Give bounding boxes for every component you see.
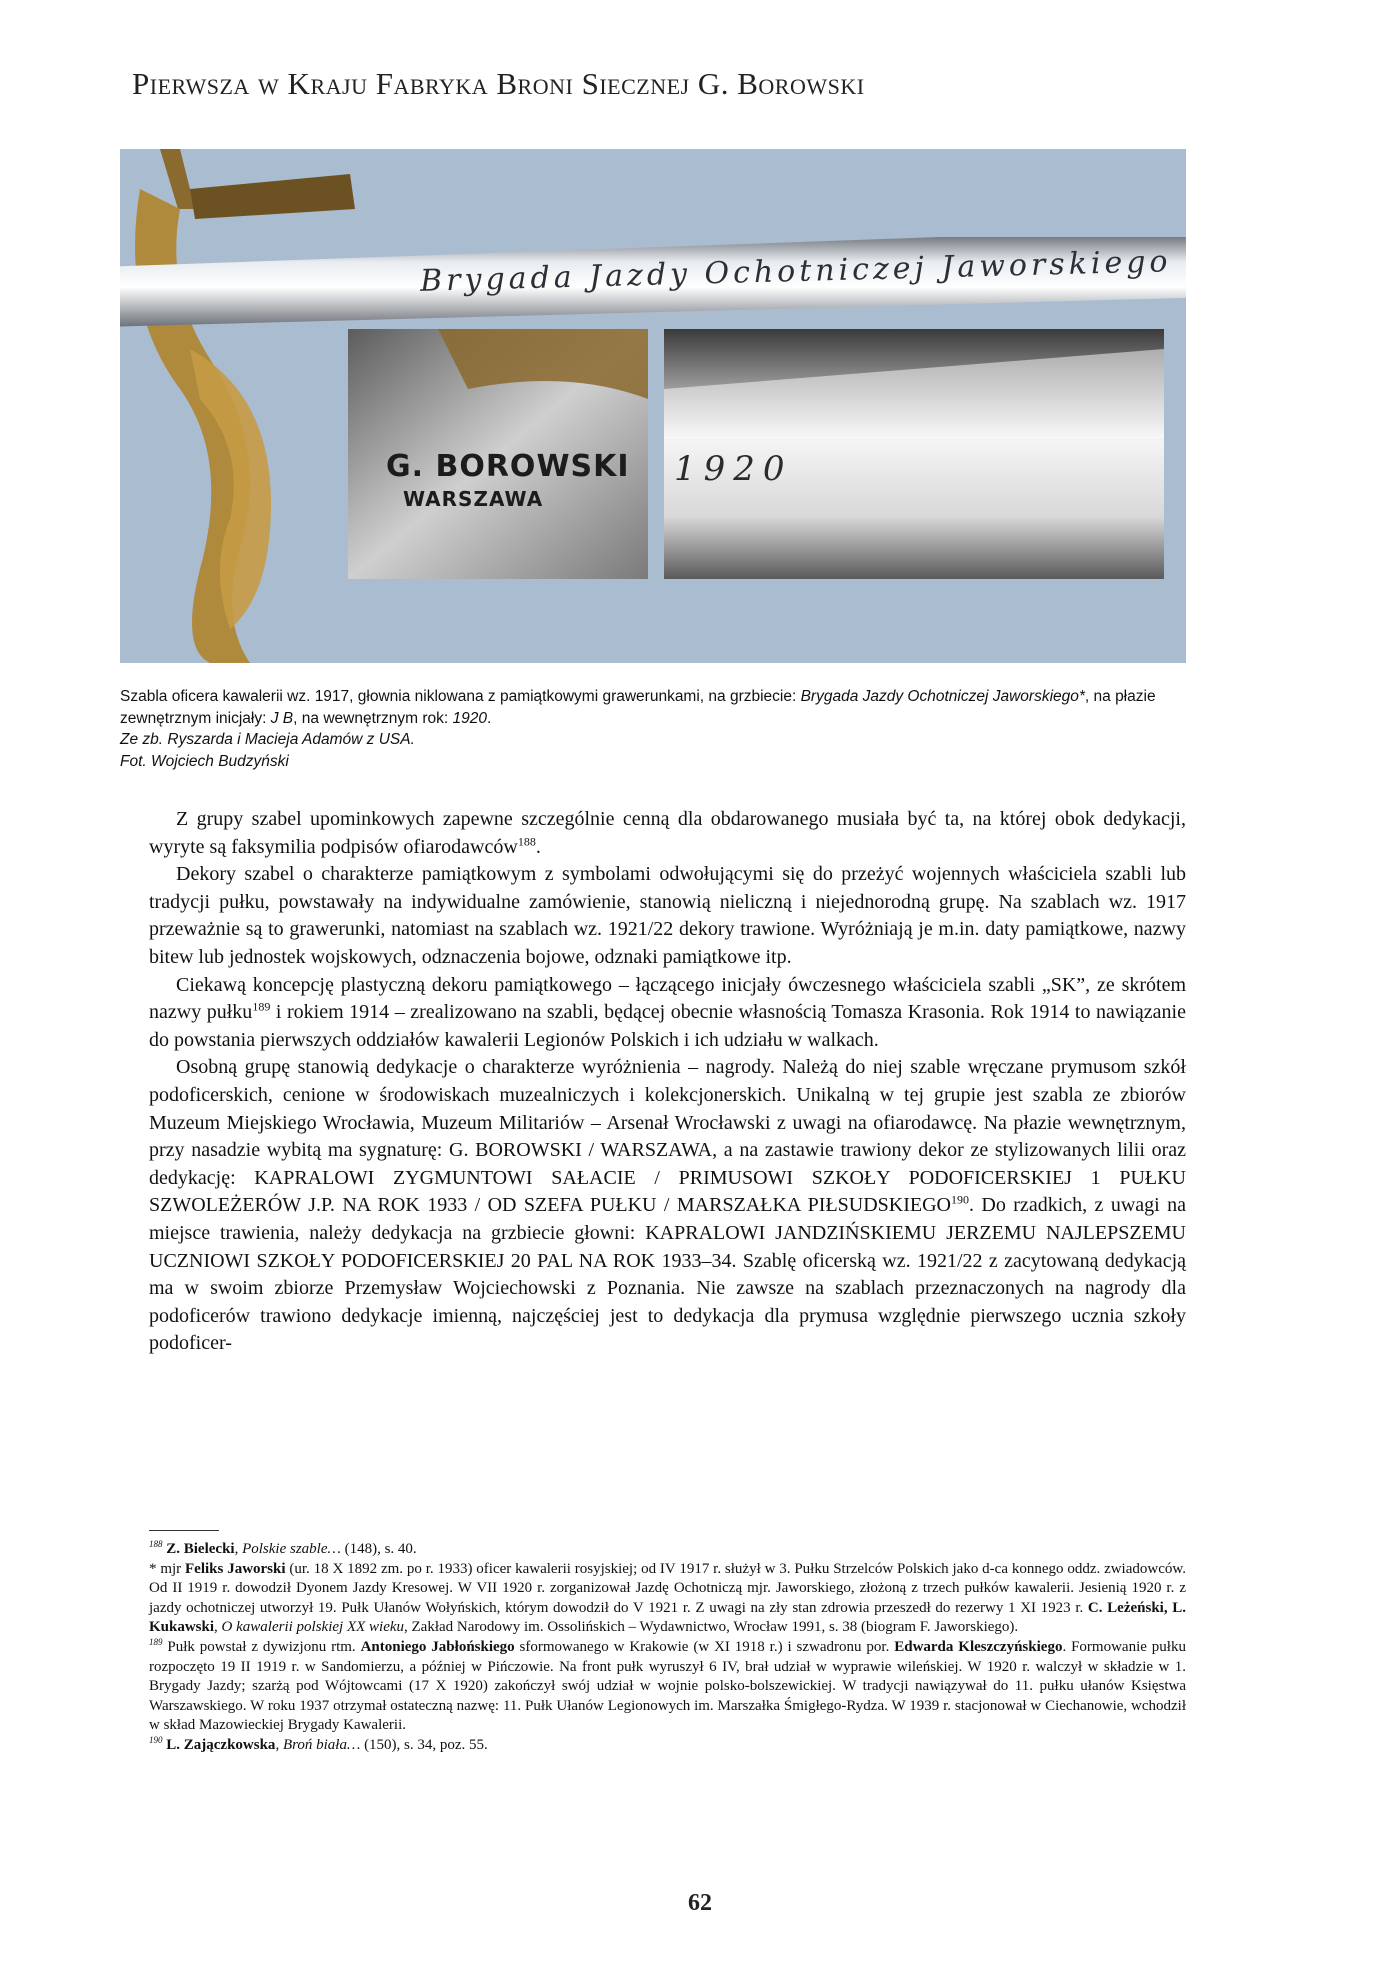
- page-number: 62: [688, 1890, 712, 1916]
- body-paragraph: Dekory szabel o charakterze pamiątkowym z symbolami odwołującymi się do przeżyć wojennych właściciela szabli lub tradycji pułku, powstawały na indywidualne zamówienie, stanowią nieliczną i niejednorodną grupę. Na szablach wz. 1917 przeważnie są to grawerunki, natomiast na szablach wz. 1921/22 dekory trawione. Wyróżniają je m.in. daty pamiątkowe, nazwy bitew lub jednostek wojskowych, odznaczenia bojowe, odznaki pamiątkowe itp.: [149, 863, 1186, 968]
- footnote-text: ,: [275, 1736, 283, 1753]
- footnote-person: Feliks Jaworski: [185, 1560, 286, 1577]
- footnote-person: Antoniego Jabłońskiego: [360, 1638, 515, 1655]
- footnote-author: Z. Bielecki: [166, 1541, 235, 1557]
- paragraph-text: Ciekawą koncepcję plastyczną dekoru pamiątkowego – łączącego inicjały ówczesnego właściciela szabli „SK”, ze skrótem nazwy pułku: [149, 973, 1186, 1024]
- year-engraving-inset: [664, 329, 1164, 579]
- footnote-person: Edwarda Kleszczyńskiego: [894, 1638, 1063, 1655]
- footnote-text: (ur. 18 X 1892 zm. po r. 1933) oficer kawalerii rosyjskiej; od IV 1917 r. służył w 3. Pułku Strzelców Polskich jako d-ca konnego oddz. zwiadowców. Od II 1919 r. dowodził Dyonem Jazdy Kresowej. W VII 1920 r. zorganizował Jazdę Ochotniczą mjr. Jaworskiego, złożoną z trzech pułków kawalerii. Jesienią 1920 r. z jazdy ochotniczej utworzył 19. Pułk Ułanów Wołyńskich, którym dowodził do V 1921 r. Z uwagi na zły stan zdrowia przeszedł do rezerwy 1 XI 1923 r.: [149, 1560, 1186, 1616]
- footnote-ref: 190: [951, 1192, 969, 1207]
- caption-text: , na płazie zewnętrznym inicjały:: [120, 688, 1156, 727]
- footnote-ref: 189: [252, 999, 271, 1014]
- footnote-189: [149, 1638, 1186, 1736]
- caption-text: Szabla oficera kawalerii wz. 1917, głownia niklowana z pamiątkowymi grawerunkami, na grzbiecie:: [120, 688, 801, 705]
- running-header: Pierwsza w Kraju Fabryka Broni Siecznej G. Borowski: [132, 66, 865, 101]
- body-text: [149, 806, 1186, 1358]
- maker-mark-line2: WARSZAWA: [403, 487, 544, 511]
- paragraph-text: Z grupy szabel upominkowych zapewne szczególnie cenną dla obdarowanego musiała być ta, na której obok dedykacji, wyryte są faksymilia podpisów ofiarodawców: [149, 808, 1186, 858]
- body-paragraph: [149, 1054, 1186, 1358]
- paragraph-text: . Do rzadkich, z uwagi na miejsce trawienia, należy dedykacja na grzbiecie głowni: KAPRALOWI JANDZIŃSKIEMU JERZEMU NAJLEPSZEMU UCZNIOWI SZKOŁY PODOFICERSKIEJ 20 PAL NA ROK 1933–34. Szablę oficerską wz. 1921/22 z zacytowaną dedykacją ma w swoim zbiorze Przemysław Wojciechowski z Poznania. Nie zawsze na szablach przeznaczonych na nagrody dla podoficerów trawiono dedykacje imienną, najczęściej jest to dedykacja dla prymusa względnie pierwszego ucznia szkoły podoficer-: [149, 1194, 1187, 1355]
- footnote-number: 190: [149, 1734, 163, 1745]
- caption-text: , na wewnętrznym rok:: [293, 709, 453, 727]
- footnote-text: sformowanego w Krakowie (w XI 1918 r.) i szwadronu por.: [514, 1638, 895, 1655]
- footnote-title: O kawalerii polskiej XX wieku: [221, 1619, 405, 1636]
- paragraph-text: .: [535, 835, 541, 858]
- footnote-ref: 188: [517, 833, 536, 848]
- caption-italic: 1920: [452, 709, 487, 727]
- footnote-divider: [149, 1530, 219, 1531]
- footnote-number: 189: [149, 1636, 163, 1647]
- caption-photographer: Fot. Wojciech Budzyński: [120, 752, 289, 770]
- footnote-author: C. Leżeński, L. Kukawski: [149, 1599, 1186, 1636]
- footnote-text: (150), s. 34, poz. 55.: [360, 1736, 488, 1753]
- footnote-188: [149, 1540, 1186, 1560]
- footnote-text: , Zakład Narodowy im. Ossolińskich – Wydawnictwo, Wrocław 1991, s. 38 (biogram F. Jaworskiego).: [404, 1619, 1019, 1636]
- footnote-text: * mjr: [149, 1560, 186, 1577]
- sabre-photograph: [120, 149, 1186, 663]
- maker-mark-inset: [348, 329, 648, 579]
- footnote-author: L. Zajączkowska: [166, 1736, 276, 1753]
- body-paragraph: [149, 806, 1186, 861]
- blade-engraving-text: Brygada Jazdy Ochotniczej Jaworskiego: [419, 244, 1172, 299]
- footnote-title: Broń biała…: [282, 1736, 361, 1753]
- footnote-text: . Formowanie pułku rozpoczęto 19 II 1919 r. w Sandomierzu, a później w Pińczowie. Na front pułk wyruszył 6 IV, brał udział w wyprawie wileńskiej. W 1920 r. walczył w składzie w 1. Brygady Jazdy; szarżą pod Wójtowcami (17 X 1920) zakończył swój udział w wojnie polsko-bolszewickiej. W tradycji nawiązywał do 11. pułku ułanów Księstwa Warszawskiego. W roku 1937 otrzymał ostateczną nazwę: 11. Pułk Ułanów Legionowych im. Marszałka Śmigłego-Rydza. W 1939 r. stacjonował w Ciechanowie, wchodził w skład Mazowieckiej Brygady Kawalerii.: [149, 1638, 1186, 1734]
- footnote-title: Polskie szable…: [242, 1541, 341, 1557]
- paragraph-text: Osobną grupę stanowią dedykacje o charakterze wyróżnienia – nagrody. Należą do niej szable wręczane prymusom szkół podoficerskich, cenione w środowiskach muzealniczych i kolekcjonerskich. Unikalną w tej grupie jest szabla ze zbiorów Muzeum Miejskiego Wrocławia, Muzeum Militariów – Arsenał Wrocławski z uwagi na ofiarodawcę. Na płazie wewnętrznym, przy nasadzie wybitą ma sygnaturę: G. BOROWSKI / WARSZAWA, a na zastawie trawiony dekor ze stylizowanych lilii oraz dedykację: KAPRALOWI ZYGMUNTOWI SAŁACIE / PRIMUSOWI SZKOŁY PODOFICERSKIEJ 1 PUŁKU SZWOLEŻERÓW J.P. NA ROK 1933 / OD SZEFA PUŁKU / MARSZAŁKA PIŁSUDSKIEGO: [149, 1056, 1186, 1217]
- footnote-190: [149, 1736, 1186, 1756]
- footnote-number: 188: [149, 1539, 163, 1549]
- paragraph-text: i rokiem 1914 – zrealizowano na szabli, będącej obecnie własnością Tomasza Krasonia. Rok 1914 to nawiązanie do powstania pierwszych oddziałów kawalerii Legionów Polskich i ich udziału w walkach.: [149, 1001, 1186, 1051]
- footnote-text: ,: [214, 1619, 222, 1636]
- footnotes: [149, 1540, 1186, 1756]
- caption-italic: J B: [270, 709, 294, 727]
- body-paragraph: [149, 972, 1186, 1055]
- footnote-text: Pułk powstał z dywizjonu rtm.: [162, 1638, 361, 1655]
- footnote-text: ,: [234, 1541, 243, 1557]
- figure-caption: [120, 686, 1200, 772]
- footnote-star: [149, 1560, 1186, 1638]
- maker-mark-line1: G. BOROWSKI: [386, 449, 630, 484]
- caption-line-description: [120, 686, 1200, 729]
- caption-collection: Ze zb. Ryszarda i Macieja Adamów z USA.: [120, 731, 415, 748]
- caption-text: .: [487, 709, 492, 727]
- year-engraving: 1920: [674, 449, 793, 489]
- caption-italic: Brygada Jazdy Ochotniczej Jaworskiego*: [800, 688, 1085, 705]
- footnote-text: (148), s. 40.: [340, 1541, 417, 1557]
